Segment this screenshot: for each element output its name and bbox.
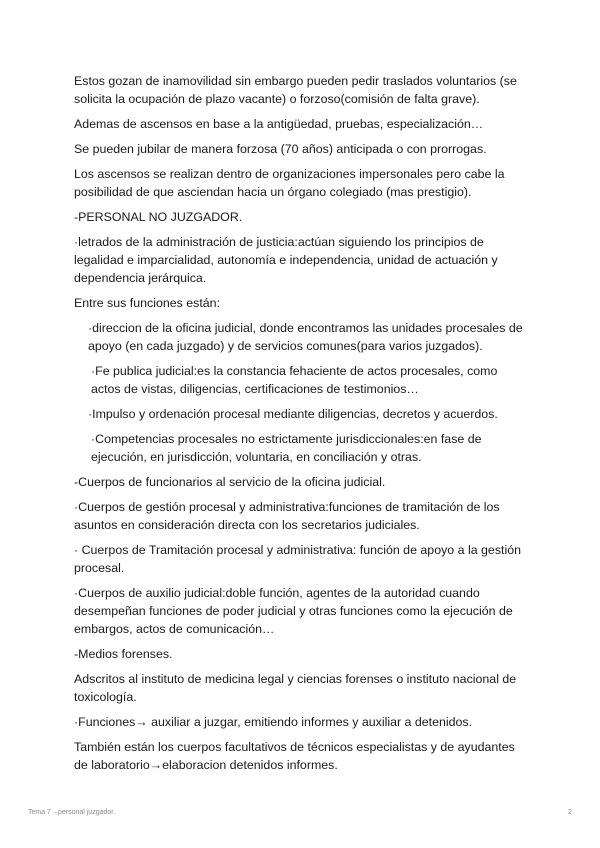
document-body — [74, 72, 530, 781]
page-number: 2 — [568, 809, 572, 816]
paragraph-ascensos: Ademas de ascensos en base a la antigüedad, pruebas, especialización… — [74, 117, 484, 131]
paragraph-jubilacion: Se pueden jubilar de manera forzosa (70 años) anticipada o con prorrogas. — [74, 142, 487, 156]
paragraph-funciones-intro: Entre sus funciones están: — [74, 296, 221, 310]
section-heading-medios-forenses: -Medios forenses. — [74, 647, 173, 661]
paragraph-gestion-procesal: ·Cuerpos de gestión procesal y administrativa:funciones de tramitación de los asuntos en consideración directa con los secretarios judiciales. — [74, 500, 500, 532]
page-footer — [28, 809, 572, 816]
list-item-direccion: ·direccion de la oficina judicial, donde encontramos las unidades procesales de apoyo (en cada juzgado) y de servicios comunes(para varios juzgados). — [88, 321, 523, 353]
list-item-impulso: ·Impulso y ordenación procesal mediante diligencias, decretos y acuerdos. — [88, 407, 498, 421]
paragraph-auxilio-judicial: ·Cuerpos de auxilio judicial:doble función, agentes de la autoridad cuando desempeñan funciones de poder judicial y otras funciones como la ejecución de embargos, actos de comunicación… — [74, 586, 513, 636]
footer-title: Tema 7→personal juzgador. — [28, 809, 116, 816]
section-heading-cuerpos-funcionarios: -Cuerpos de funcionarios al servicio de la oficina judicial. — [74, 475, 386, 489]
section-heading-personal-no-juzgador: -PERSONAL NO JUZGADOR. — [74, 210, 243, 224]
paragraph-cuerpos-facultativos: También están los cuerpos facultativos de técnicos especialistas y de ayudantes de laboratorio→elaboracion detenidos informes. — [74, 740, 515, 772]
paragraph-adscritos: Adscritos al instituto de medicina legal y ciencias forenses o instituto nacional de toxicología. — [74, 672, 517, 704]
list-item-competencias: ·Competencias procesales no estrictamente jurisdiccionales:en fase de ejecución, en jurisdicción, voluntaria, en conciliación y otras. — [91, 432, 482, 464]
paragraph-inamovilidad: Estos gozan de inamovilidad sin embargo pueden pedir traslados voluntarios (se solicita la ocupación de plazo vacante) o forzoso(comisión de falta grave). — [74, 74, 517, 106]
paragraph-organizaciones: Los ascensos se realizan dentro de organizaciones impersonales pero cabe la posibilidad de que asciendan hacia un órgano colegiado (mas prestigio). — [74, 167, 505, 199]
list-item-fe-publica: ·Fe publica judicial:es la constancia fehaciente de actos procesales, como actos de vistas, diligencias, certificaciones de testimonios… — [91, 364, 498, 396]
paragraph-tramitacion-procesal: · Cuerpos de Tramitación procesal y administrativa: función de apoyo a la gestión procesal. — [74, 543, 521, 575]
paragraph-funciones-forenses: ·Funciones→ auxiliar a juzgar, emitiendo informes y auxiliar a detenidos. — [74, 715, 473, 729]
paragraph-letrados: ·letrados de la administración de justicia:actúan siguiendo los principios de legalidad e imparcialidad, autonomía e independencia, unidad de actuación y dependencia jerárquica. — [74, 235, 498, 285]
